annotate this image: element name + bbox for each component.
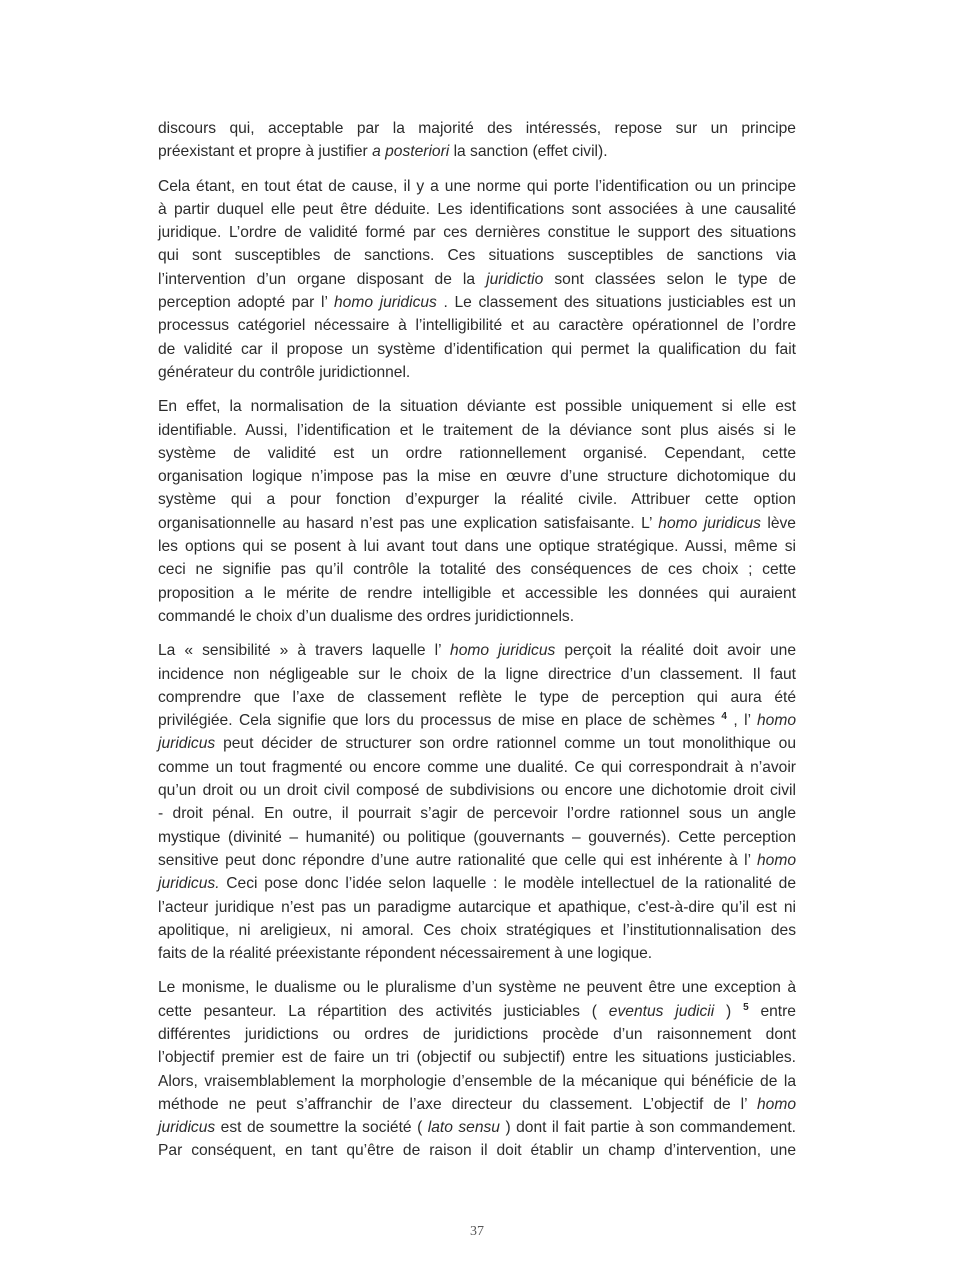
text-run: qui sont susceptibles de sanctions. Ces situations susceptibles de sanctions via bbox=[158, 247, 796, 265]
text-line bbox=[158, 686, 796, 709]
italic-term: homo bbox=[756, 851, 796, 869]
italic-term: juridicus bbox=[158, 735, 216, 753]
paragraph bbox=[158, 395, 796, 628]
text-run: lève bbox=[760, 514, 796, 532]
text-run: organisation logique n’impose pas la mise en œuvre d’une structure dichotomique du bbox=[158, 468, 796, 486]
paragraph bbox=[158, 639, 796, 965]
italic-term: juridicus bbox=[158, 1119, 216, 1137]
text-run: système qui a pour fonction d’expurger la réalité civile. Attribuer cette option bbox=[158, 491, 796, 509]
text-run: , l’ bbox=[726, 712, 757, 730]
text-run: discours qui, acceptable par la majorité des intéressés, repose sur un principe bbox=[158, 120, 796, 137]
text-line bbox=[158, 1116, 796, 1139]
text-run: sensitive peut donc répondre d’une autre rationalité que celle qui est inhérente à l’ bbox=[158, 851, 757, 869]
text-run: qu’un droit ou un droit civil composé de subdivisions ou encore une dichotomie droit civil bbox=[158, 782, 796, 800]
text-run: l’acteur juridique n’est pas un paradigme autarcique et apathique, c'est-à-dire qu’il est ni bbox=[158, 898, 796, 916]
text-line bbox=[158, 709, 796, 732]
italic-term: juridicus. bbox=[158, 875, 220, 893]
text-run: Le monisme, le dualisme ou le pluralisme d’un système ne peuvent être une exception à bbox=[158, 979, 796, 997]
text-run: La « sensibilité » à travers laquelle l’ bbox=[158, 642, 451, 660]
paragraph bbox=[158, 117, 796, 164]
text-run: - droit pénal. En outre, il pourrait s’agir de percevoir l’ordre rationnel sous un angle bbox=[158, 805, 796, 823]
text-line bbox=[158, 535, 796, 558]
text-line bbox=[158, 1070, 796, 1093]
text-line bbox=[158, 198, 796, 221]
text-line bbox=[158, 221, 796, 244]
italic-term: lato sensu bbox=[427, 1119, 500, 1137]
text-line bbox=[158, 849, 796, 872]
text-run: En effet, la normalisation de la situation déviante est possible uniquement si elle est bbox=[158, 398, 796, 416]
italic-term: homo bbox=[756, 1095, 796, 1113]
text-run: perçoit la réalité doit avoir une bbox=[555, 642, 796, 660]
text-line bbox=[158, 314, 796, 337]
text-run: est de soumettre la société ( bbox=[215, 1119, 428, 1137]
text-line bbox=[158, 582, 796, 605]
text-run: Ceci pose donc l’idée selon laquelle : le modèle intellectuel de la rationalité de bbox=[219, 875, 796, 893]
text-run: perception adopté par l’ bbox=[158, 294, 334, 312]
text-line bbox=[158, 117, 796, 140]
page-number: 37 bbox=[470, 1224, 484, 1239]
text-run: les options qui se posent à lui avant tout dans une optique stratégique. Aussi, même si bbox=[158, 538, 796, 556]
text-run: proposition a le mérite de rendre intelligible et accessible les données qui auraient bbox=[158, 584, 796, 602]
text-line bbox=[158, 1139, 796, 1162]
text-line bbox=[158, 663, 796, 686]
text-run: entre bbox=[748, 1002, 796, 1020]
text-line bbox=[158, 976, 796, 999]
text-line bbox=[158, 756, 796, 779]
text-line bbox=[158, 942, 796, 965]
text-line bbox=[158, 244, 796, 267]
text-line bbox=[158, 465, 796, 488]
text-line bbox=[158, 140, 796, 163]
text-run: comprendre que l’axe de classement reflète le type de perception qui aura été bbox=[158, 688, 796, 706]
text-run: apolitique, ni areligieux, ni amoral. Ces choix stratégiques et l’institutionnalisation des bbox=[158, 921, 796, 939]
text-run: préexistant et propre à justifier bbox=[158, 143, 373, 161]
text-line bbox=[158, 1000, 796, 1023]
text-run: incidence non négligeable sur le choix de la ligne directrice d’un classement. Il faut bbox=[158, 665, 796, 683]
text-run: système de validité est un ordre rationnellement organisé. Cependant, cette bbox=[158, 444, 796, 462]
text-line bbox=[158, 1023, 796, 1046]
text-run: l’intervention d’un organe disposant de la bbox=[158, 270, 487, 288]
footnote-ref: 4 bbox=[721, 711, 727, 723]
text-run: faits de la réalité préexistante répondent nécessairement à une logique. bbox=[158, 945, 653, 963]
text-run: Cela étant, en tout état de cause, il y a une norme qui porte l’identification ou un principe bbox=[158, 177, 796, 195]
italic-term: eventus judicii bbox=[608, 1002, 715, 1020]
text-line bbox=[158, 175, 796, 198]
text-run: la sanction (effet civil). bbox=[449, 143, 608, 161]
text-run: privilégiée. Cela signifie que lors du processus de mise en place de schèmes bbox=[158, 712, 722, 730]
text-line bbox=[158, 558, 796, 581]
text-run: générateur du contrôle juridictionnel. bbox=[158, 363, 411, 381]
text-line bbox=[158, 488, 796, 511]
text-line bbox=[158, 268, 796, 291]
text-line bbox=[158, 779, 796, 802]
text-run: organisationnelle au hasard n’est pas une explication satisfaisante. L’ bbox=[158, 514, 659, 532]
text-line bbox=[158, 1093, 796, 1116]
text-line bbox=[158, 639, 796, 662]
italic-term: homo juridicus bbox=[333, 294, 437, 312]
text-line bbox=[158, 442, 796, 465]
text-run: à partir duquel elle peut être déduite. Les identifications sont associées à une causalité bbox=[158, 200, 796, 218]
text-line bbox=[158, 919, 796, 942]
text-run: ) bbox=[714, 1002, 744, 1020]
text-line bbox=[158, 419, 796, 442]
text-run: méthode ne peut s’affranchir de l’axe directeur du classement. L’objectif de l’ bbox=[158, 1095, 757, 1113]
paragraph bbox=[158, 175, 796, 385]
text-run: de validité car il propose un système d’identification qui permet la qualification du fait bbox=[158, 340, 796, 358]
text-run: sont classées selon le type de bbox=[543, 270, 796, 288]
text-line bbox=[158, 361, 796, 384]
text-line bbox=[158, 732, 796, 755]
text-run: différentes juridictions ou ordres de juridictions procède d’un raisonnement dont bbox=[158, 1025, 796, 1043]
text-run: juridique. L’ordre de validité formé par ces dernières constitue le support des situations bbox=[158, 224, 796, 242]
italic-term: juridictio bbox=[486, 270, 544, 288]
text-run: commandé le choix d’un dualisme des ordres juridictionnels. bbox=[158, 607, 575, 625]
paragraph bbox=[158, 976, 796, 1162]
text-line bbox=[158, 826, 796, 849]
text-run: comme un tout fragmenté ou encore comme une dualité. Ce qui correspondrait à n’avoir bbox=[158, 758, 796, 776]
text-run: ceci ne signifie pas qu’il contrôle la totalité des conséquences de ces choix ; cette bbox=[158, 561, 796, 579]
text-run: processus catégoriel nécessaire à l’intelligibilité et au caractère opérationnel de l’ordre bbox=[158, 317, 796, 335]
italic-term: homo juridicus bbox=[450, 642, 556, 660]
text-run: Par conséquent, en tant qu’être de raison il doit établir un champ d’intervention, une bbox=[158, 1142, 796, 1160]
text-run: cette pesanteur. La répartition des activités justiciables ( bbox=[158, 1002, 609, 1020]
text-line bbox=[158, 338, 796, 361]
text-line bbox=[158, 395, 796, 418]
text-run: peut décider de structurer son ordre rationnel comme un tout monolithique ou bbox=[215, 735, 796, 753]
text-line bbox=[158, 605, 796, 628]
text-run: mystique (divinité – humanité) ou politique (gouvernants – gouvernés). Cette perception bbox=[158, 828, 796, 846]
text-line bbox=[158, 1046, 796, 1069]
document-body bbox=[158, 117, 796, 1174]
italic-term: a posteriori bbox=[372, 143, 450, 161]
footnote-ref: 5 bbox=[743, 1001, 749, 1013]
text-run: l’objectif premier est de faire un tri (objectif ou subjectif) entre les situations justiciables. bbox=[158, 1049, 796, 1067]
text-line bbox=[158, 291, 796, 314]
text-run: . Le classement des situations justiciables est un bbox=[436, 294, 796, 312]
text-line bbox=[158, 512, 796, 535]
italic-term: homo bbox=[757, 712, 797, 730]
text-line bbox=[158, 802, 796, 825]
italic-term: homo juridicus bbox=[658, 514, 761, 532]
text-run: identifiable. Aussi, l’identification et le traitement de la déviance sont plus aisés si le bbox=[158, 421, 796, 439]
text-line bbox=[158, 896, 796, 919]
text-run: ) dont il fait partie à son commandement. bbox=[499, 1119, 796, 1137]
text-run: Alors, vraisemblablement la morphologie d’ensemble de la mécanique qui bénéficie de la bbox=[158, 1072, 796, 1090]
text-line bbox=[158, 872, 796, 895]
